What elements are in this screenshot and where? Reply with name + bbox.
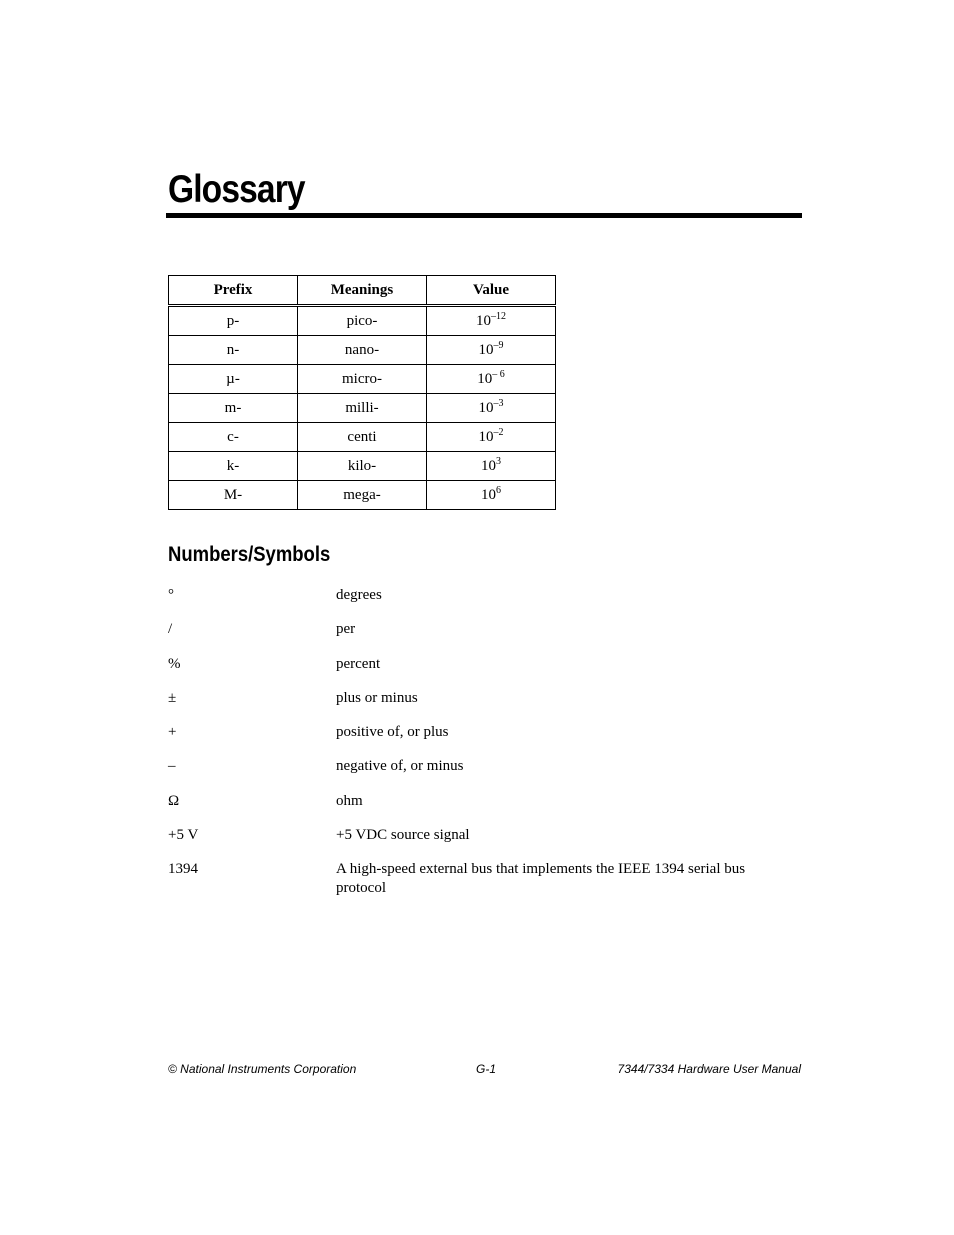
table-row bbox=[169, 306, 556, 336]
value-base: 10 bbox=[481, 486, 496, 503]
value-exponent: 6 bbox=[496, 484, 501, 496]
prefix-cell: c- bbox=[169, 423, 298, 452]
footer-copyright: © National Instruments Corporation bbox=[168, 1062, 357, 1076]
glossary-term: ° bbox=[168, 587, 174, 603]
column-header-value: Value bbox=[427, 276, 556, 306]
meaning-cell: mega- bbox=[298, 481, 427, 510]
title-rule bbox=[166, 213, 802, 218]
meaning-cell: milli- bbox=[298, 394, 427, 423]
value-cell bbox=[427, 306, 556, 336]
column-header-prefix: Prefix bbox=[169, 276, 298, 306]
footer-manual-title: 7344/7334 Hardware User Manual bbox=[617, 1062, 801, 1076]
prefix-cell: p- bbox=[169, 306, 298, 336]
table-row bbox=[169, 423, 556, 452]
table-header-row bbox=[169, 276, 556, 306]
glossary-definition: negative of, or minus bbox=[336, 758, 464, 775]
prefix-cell: m- bbox=[169, 394, 298, 423]
glossary-entry bbox=[168, 689, 802, 708]
glossary-definition: +5 VDC source signal bbox=[336, 827, 470, 844]
value-exponent: 3 bbox=[496, 455, 501, 467]
prefix-cell: µ- bbox=[169, 365, 298, 394]
glossary-entry bbox=[168, 860, 802, 898]
glossary-term: Ω bbox=[168, 792, 180, 809]
glossary-definition: degrees bbox=[336, 587, 382, 603]
glossary-entry bbox=[168, 723, 802, 742]
glossary-definition: positive of, or plus bbox=[336, 724, 449, 741]
value-exponent: –12 bbox=[491, 310, 506, 322]
glossary-term: +5 V bbox=[168, 827, 199, 844]
meaning-cell: pico- bbox=[298, 306, 427, 336]
table-row bbox=[169, 336, 556, 365]
meaning-cell: nano- bbox=[298, 336, 427, 365]
value-base: 10 bbox=[476, 312, 491, 329]
meaning-cell: micro- bbox=[298, 365, 427, 394]
glossary-term: – bbox=[168, 758, 176, 775]
value-cell bbox=[427, 481, 556, 510]
value-cell bbox=[427, 423, 556, 452]
glossary-entry bbox=[168, 620, 802, 639]
table-row bbox=[169, 365, 556, 394]
glossary-list bbox=[168, 586, 802, 914]
glossary-entry bbox=[168, 655, 802, 674]
column-header-meanings: Meanings bbox=[298, 276, 427, 306]
glossary-term: % bbox=[168, 655, 181, 672]
value-base: 10 bbox=[477, 370, 493, 387]
glossary-term: ± bbox=[168, 689, 177, 706]
glossary-entry bbox=[168, 826, 802, 845]
table-row bbox=[169, 452, 556, 481]
prefix-table bbox=[168, 275, 556, 510]
glossary-definition: A high-speed external bus that implements the IEEE 1394 serial bus protocol bbox=[336, 861, 746, 897]
glossary-entry bbox=[168, 757, 802, 776]
value-cell bbox=[427, 365, 556, 394]
footer-page-number: G-1 bbox=[476, 1062, 497, 1076]
meaning-cell: kilo- bbox=[298, 452, 427, 481]
glossary-term: / bbox=[168, 621, 173, 638]
glossary-term: 1394 bbox=[168, 861, 198, 878]
value-base: 10 bbox=[478, 341, 494, 358]
value-base: 10 bbox=[481, 457, 496, 474]
value-exponent: –9 bbox=[493, 339, 504, 351]
glossary-definition: per bbox=[336, 621, 356, 638]
value-cell bbox=[427, 336, 556, 365]
value-cell bbox=[427, 452, 556, 481]
prefix-cell: k- bbox=[169, 452, 298, 481]
value-exponent: – 6 bbox=[492, 368, 505, 380]
glossary-term: + bbox=[168, 724, 177, 741]
prefix-cell: n- bbox=[169, 336, 298, 365]
glossary-definition: percent bbox=[336, 655, 381, 672]
section-heading-numbers-symbols: Numbers/Symbols bbox=[168, 543, 331, 566]
value-exponent: –2 bbox=[493, 426, 504, 438]
meaning-cell: centi bbox=[298, 423, 427, 452]
prefix-cell: M- bbox=[169, 481, 298, 510]
table-row bbox=[169, 394, 556, 423]
value-exponent: –3 bbox=[493, 397, 504, 409]
page-title: Glossary bbox=[168, 168, 305, 211]
glossary-definition: ohm bbox=[336, 792, 363, 809]
table-row bbox=[169, 481, 556, 510]
glossary-entry bbox=[168, 792, 802, 811]
glossary-entry bbox=[168, 586, 802, 605]
value-cell bbox=[427, 394, 556, 423]
value-base: 10 bbox=[478, 399, 494, 416]
value-base: 10 bbox=[478, 428, 494, 445]
glossary-definition: plus or minus bbox=[336, 689, 418, 706]
